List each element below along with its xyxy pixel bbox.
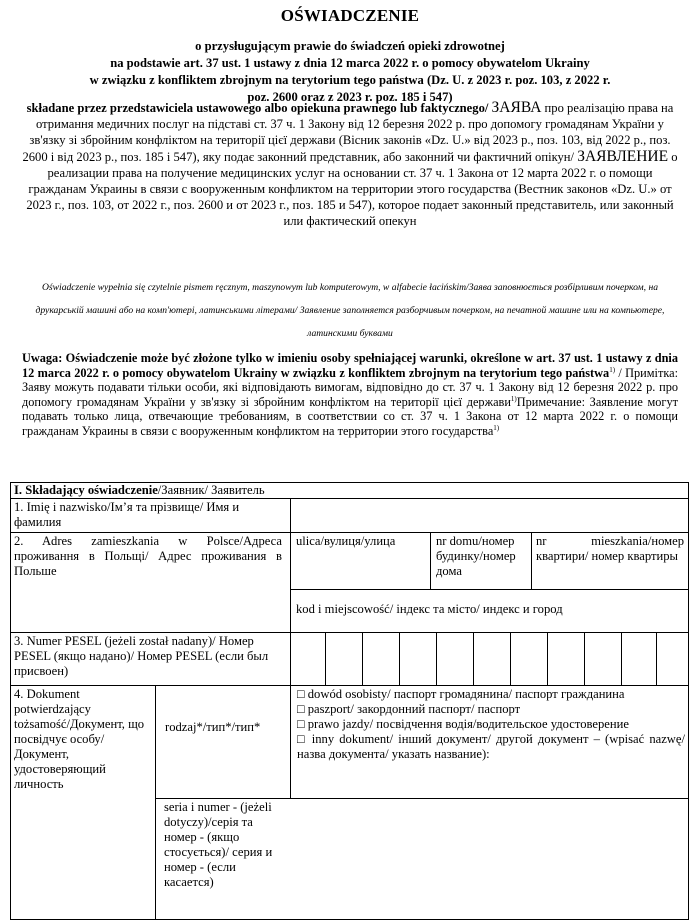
footnote-mark: 1) [609, 365, 616, 374]
ru-text: о реализации права на получение медицинских услуг на основании ст. 37 ч. 1 Закона от 12 марта 2022 г. о помощи гражданам Украины в связи с вооруженным конфликтом на территории этого государства (Вестник законов «Dz. U.» от 2023 г., поз. 103, от 2022 г., поз. 2600 и от 2023 г., поз. 185 и 547), которое подает законный представитель, или законный или фактический опекун [26, 149, 678, 229]
section-title-pl: I. Składający oświadczenie [14, 483, 158, 497]
option-id-card[interactable]: □ dowód osobisty/ паспорт громадянина/ паспорт гражданина [297, 687, 625, 701]
name-label: 1. Imię i nazwisko/Ім’я та прізвище/ Имя и фамилия [14, 500, 240, 529]
series-number-field[interactable] [291, 799, 688, 919]
subtitle-line: poz. 2600 oraz z 2023 r. poz. 185 i 547) [247, 90, 453, 104]
warning-pl: Uwaga: Oświadczenie może być złożone tylko w imieniu osoby spełniającej warunki, określone w art. 37 ust. 1 ustawy z dnia 12 marca 2022 r. o pomocy obywatelom Ukrainy w związku z konfliktem zbrojnym na terytorium tego państwa [22, 351, 678, 380]
name-field[interactable] [291, 499, 688, 532]
footnote-mark: 1) [493, 423, 500, 432]
ru-title: ЗАЯВЛЕНИЕ [577, 147, 669, 165]
pesel-boxes[interactable] [291, 633, 688, 685]
option-passport[interactable]: □ paszport/ закордонний паспорт/ паспорт [297, 702, 521, 716]
option-driving-license[interactable]: □ prawo jazdy/ посвідчення водія/водительское удостоверение [297, 717, 629, 731]
document-title: OŚWIADCZENIE [280, 6, 420, 25]
address-label: 2. Adres zamieszkania w Polsce/Адреса проживання в Польщі/ Адрес проживания в Польше [14, 534, 282, 578]
subtitle-line: na podstawie art. 37 ust. 1 ustawy z dnia 12 marca 2022 r. o pomocy obywatelom Ukrainy [110, 56, 590, 70]
ua-text: про реалізацію права на отримання медичних послуг на підставі ст. 37 ч. 1 Закону від 12 березня 2022 р. про допомогу громадянам України у зв'язку зі збройним конфліктом на території цієї держави (Вісник законів «Dz. U.» від 2023 р., поз. 103, від 2022 р., поз. 2600 і від 2023 р., поз. 185 і 547), яку подає законний представник, або законний чи фактичний опікун/ [22, 101, 674, 164]
option-other-document[interactable]: □ inny dokument/ інший документ/ другой документ – (wpisać nazwę/ назва документа/ указать название): [297, 732, 685, 761]
section-title-rest: /Заявник/ Заявитель [157, 483, 265, 497]
warning-ua: / Примітка: Заяву можуть подавати тільки особи, які відповідають вимогам, відповідно до ст. 37 ч. 1 Закону від 12 березня 2022 р. про допомогу громадянам України у зв'язку зі збройним конфліктом на території цієї держави [22, 365, 678, 409]
fill-instructions: Oświadczenie wypełnia się czytelnie pismem ręcznym, maszynowym lub komputerowym, w alfabecie łacińskim/Заява заповнюється розбірливим почерком, на друкарській машині або на комп'ютері, латинськими літерами/ Заявление заполняется разборчивым почерком, на печатной машине или на компьютере, латинскими буквами [35, 282, 665, 339]
warning-paragraph [22, 351, 678, 439]
submitted-by-text: składane przez przedstawiciela ustawowego albo opiekuna prawnego lub faktycznego/ [26, 101, 489, 115]
series-number-label: seria i numer - (jeżeli dotyczy)/серія та номер - (якщо стосується)/ серия и номер - (если касается) [164, 800, 273, 889]
house-number-field[interactable]: nr domu/номер будинку/номер дома [436, 534, 516, 578]
document-subtitle [60, 38, 640, 106]
pesel-label: 3. Numer PESEL (jeżeli został nadany)/ Номер PESEL (якщо надано)/ Номер PESEL (если был присвоен) [14, 634, 269, 678]
warning-ru: Примечание: Заявление могут подавать только лица, отвечающие требованиям, в соответствии со ст. 37 ч. 1 Закона от 12 марта 2022 г. о помощи гражданам Украины в связи с вооруженным конфликтом на территории этого государства [22, 394, 678, 438]
apartment-number-field[interactable]: nr mieszkania/номер квартири/ номер квартиры [536, 534, 684, 563]
ua-title: ЗАЯВА [491, 99, 542, 116]
section-title [14, 483, 674, 498]
street-field[interactable]: ulica/вулиця/улица [296, 534, 396, 548]
document-type-options [297, 687, 685, 762]
subtitle-line: w związku z konfliktem zbrojnym na terytorium tego państwa (Dz. U. z 2023 r. poz. 103, z 2022 r. [89, 73, 611, 87]
identity-document-label: 4. Dokument potwierdzający tożsamość/Документ, що посвідчує особу/Документ, удостоверяющий личность [14, 687, 145, 791]
postal-city-field[interactable]: kod i miejscowość/ індекс та місто/ индекс и город [296, 602, 563, 616]
applicant-form [0, 482, 700, 920]
footnote-mark: 1) [510, 394, 517, 403]
intro-paragraph [18, 100, 682, 230]
document-type-label: rodzaj*/тип*/тип* [165, 720, 261, 734]
subtitle-line: o przysługującym prawie do świadczeń opieki zdrowotnej [195, 39, 505, 53]
